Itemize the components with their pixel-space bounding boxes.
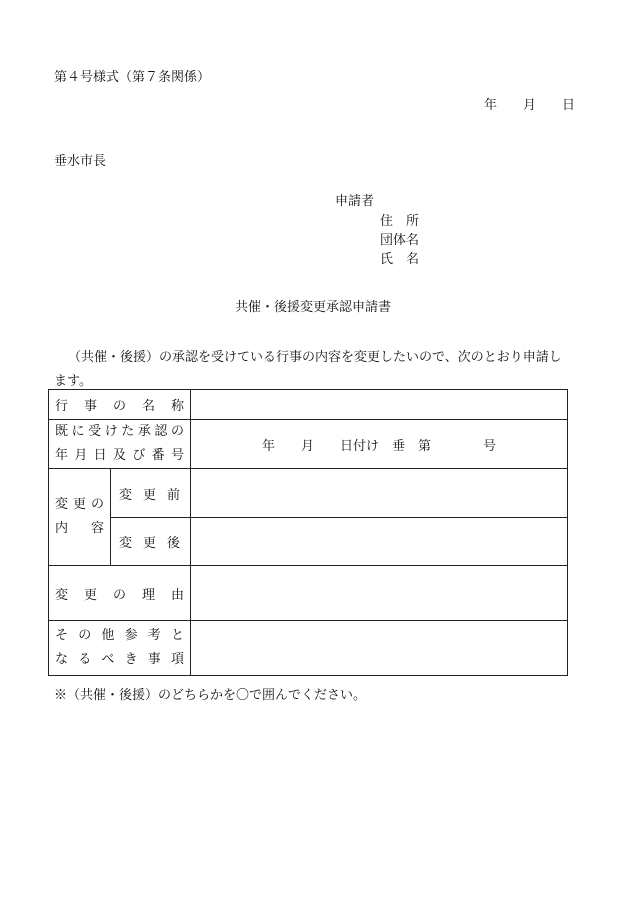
before-label-cell (111, 469, 191, 518)
event-name-label: 行事の名称 (55, 399, 185, 414)
approval-value: 年 月 日付け 垂 第 号 (262, 438, 497, 454)
before-value[interactable] (191, 469, 568, 518)
change-content-label-cell (49, 469, 111, 566)
footnote: ※（共催・後援）のどちらかを〇で囲んでください。 (54, 688, 367, 703)
reason-label-cell (49, 566, 191, 621)
applicant-name: 氏 名 (380, 252, 420, 267)
event-name-value[interactable] (191, 390, 568, 420)
body-text-line1: （共催・後援）の承認を受けている行事の内容を変更したいので、次のとおり申請し (68, 350, 562, 365)
applicant-label: 申請者 (335, 194, 375, 209)
approval-value-cell[interactable] (191, 420, 568, 469)
date-line: 年 月 日 (484, 98, 576, 113)
addressee: 垂水市長 (54, 154, 107, 169)
reason-value[interactable] (191, 566, 568, 621)
document-title: 共催・後援変更承認申請書 (235, 300, 392, 315)
before-label: 変更前 (119, 487, 181, 503)
change-content-line2: 内 容 (55, 521, 104, 536)
applicant-organization: 団体名 (380, 233, 420, 248)
other-value[interactable] (191, 621, 568, 676)
other-label-line1: その他参考と (55, 628, 185, 643)
change-content-line1: 変更の (55, 497, 104, 512)
after-value[interactable] (191, 518, 568, 566)
other-label-cell (49, 621, 191, 676)
approval-label-line2: 年月日及び番号 (55, 448, 185, 463)
approval-label-line1: 既に受けた承認の (55, 424, 185, 439)
reason-label: 変更の理由 (55, 587, 185, 603)
applicant-address: 住 所 (380, 214, 420, 229)
after-label: 変更後 (119, 536, 181, 551)
body-text-line2: ます。 (54, 374, 92, 389)
approval-label-cell (49, 420, 191, 469)
event-name-label-cell (49, 390, 191, 420)
after-label-cell (111, 518, 191, 566)
application-table (48, 389, 568, 676)
other-label-line2: なるべき事項 (55, 652, 185, 667)
form-number: 第４号様式（第７条関係） (54, 70, 211, 85)
